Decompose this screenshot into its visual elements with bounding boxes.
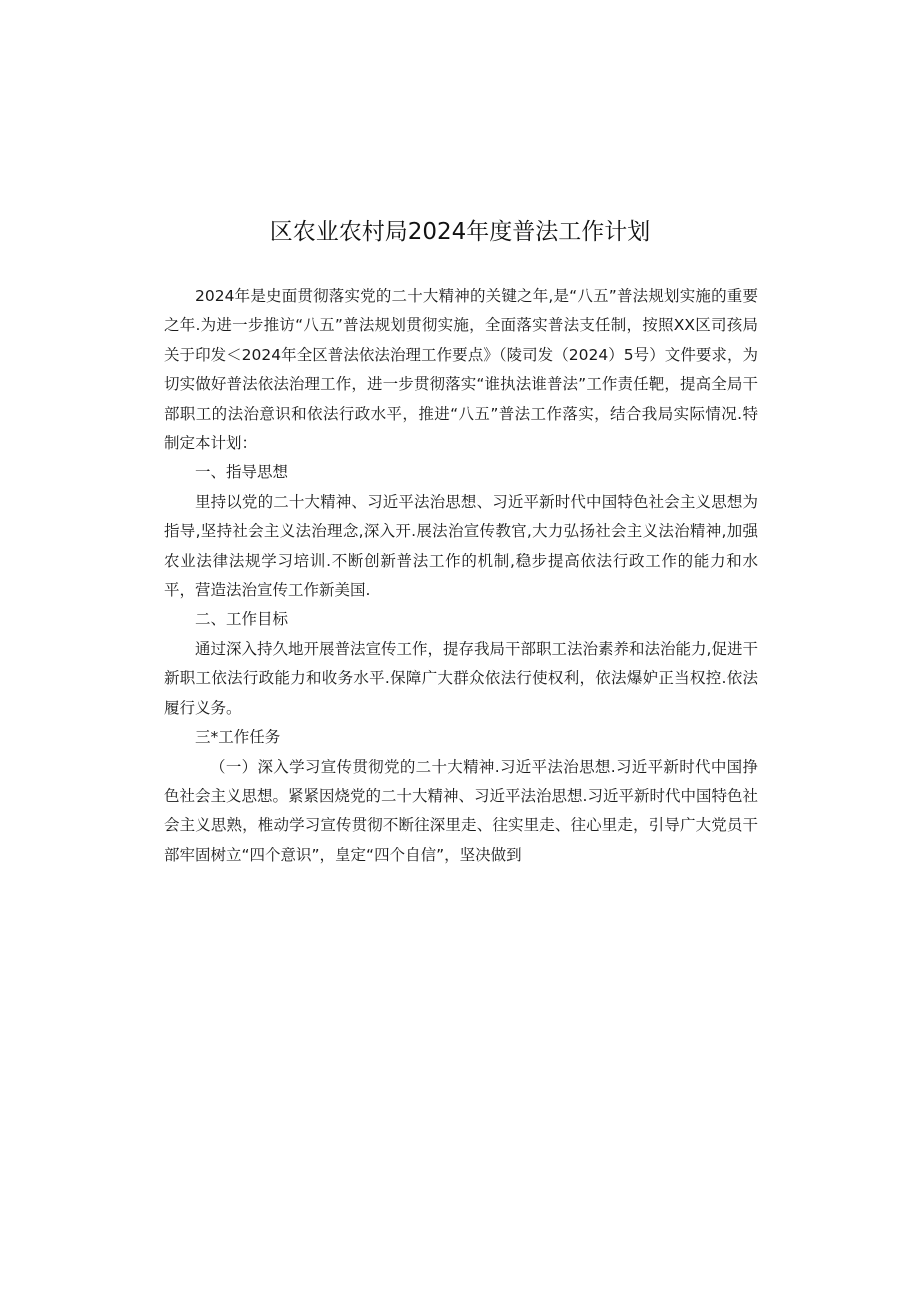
section-paragraph-work-tasks: （一）深入学习宣传贯彻党的二十大精神.习近平法治思想.习近平新时代中国挣色社会主义思想。紧紧因烧党的二十大精神、习近平法治思想.习近平新时代中国特色社会主义思熟，椎动学习宣传贯彻不断往深里走、往实里走、往心里走，引导广大党员干部牢固树立“四个意识”，皇定“四个自信”，坚决做到 <box>164 757 758 864</box>
section-paragraph-guiding-ideology: 里持以党的二十大精神、习近平法治思想、习近平新时代中国特色社会主义思想为指导,坚持社会主义法治理念,深入开.展法治宣传教官,大力弘扬社会主义法治精神,加强农业法律法规学习培训.不断创新普法工作的机制,稳步提高依法行政工作的能力和水平，营造法治宣传工作新美国. <box>164 492 758 600</box>
document-body <box>164 282 758 870</box>
section-heading-work-tasks: 三*工作任务 <box>195 728 281 747</box>
section-heading-guiding-ideology: 一、指导思想 <box>195 463 289 482</box>
intro-paragraph: 2024年是史面贯彻落实党的二十大精神的关键之年,是“八五”普法规划实施的重要之年.为进一步推访“八五”普法规划贯彻实施，全面落实普法支任制，按照XX区司孩局关于印发＜2024年全区普法依法治理工作要点》（陵司发（2024）5号）文件要求，为切实做好普法依法治理工作，进一步贯彻落实“谁执法谁普法”工作责任靶，提高全局干部职工的法治意识和依法行政水平，推进“八五”普法工作落实，结合我局实际情况.特制定本计划： <box>164 287 758 453</box>
section-paragraph-work-goals: 通过深入持久地开展普法宣传工作，提存我局干部职工法治素养和法治能力,促进干新职工依法行政能力和收务水平.保障广大群众依法行使权利，依法爆妒正当权控.依法履行义务。 <box>164 639 758 717</box>
section-heading-work-goals: 二、工作目标 <box>195 610 289 629</box>
document-title: 区农业农村局2024年度普法工作计划 <box>269 219 651 245</box>
